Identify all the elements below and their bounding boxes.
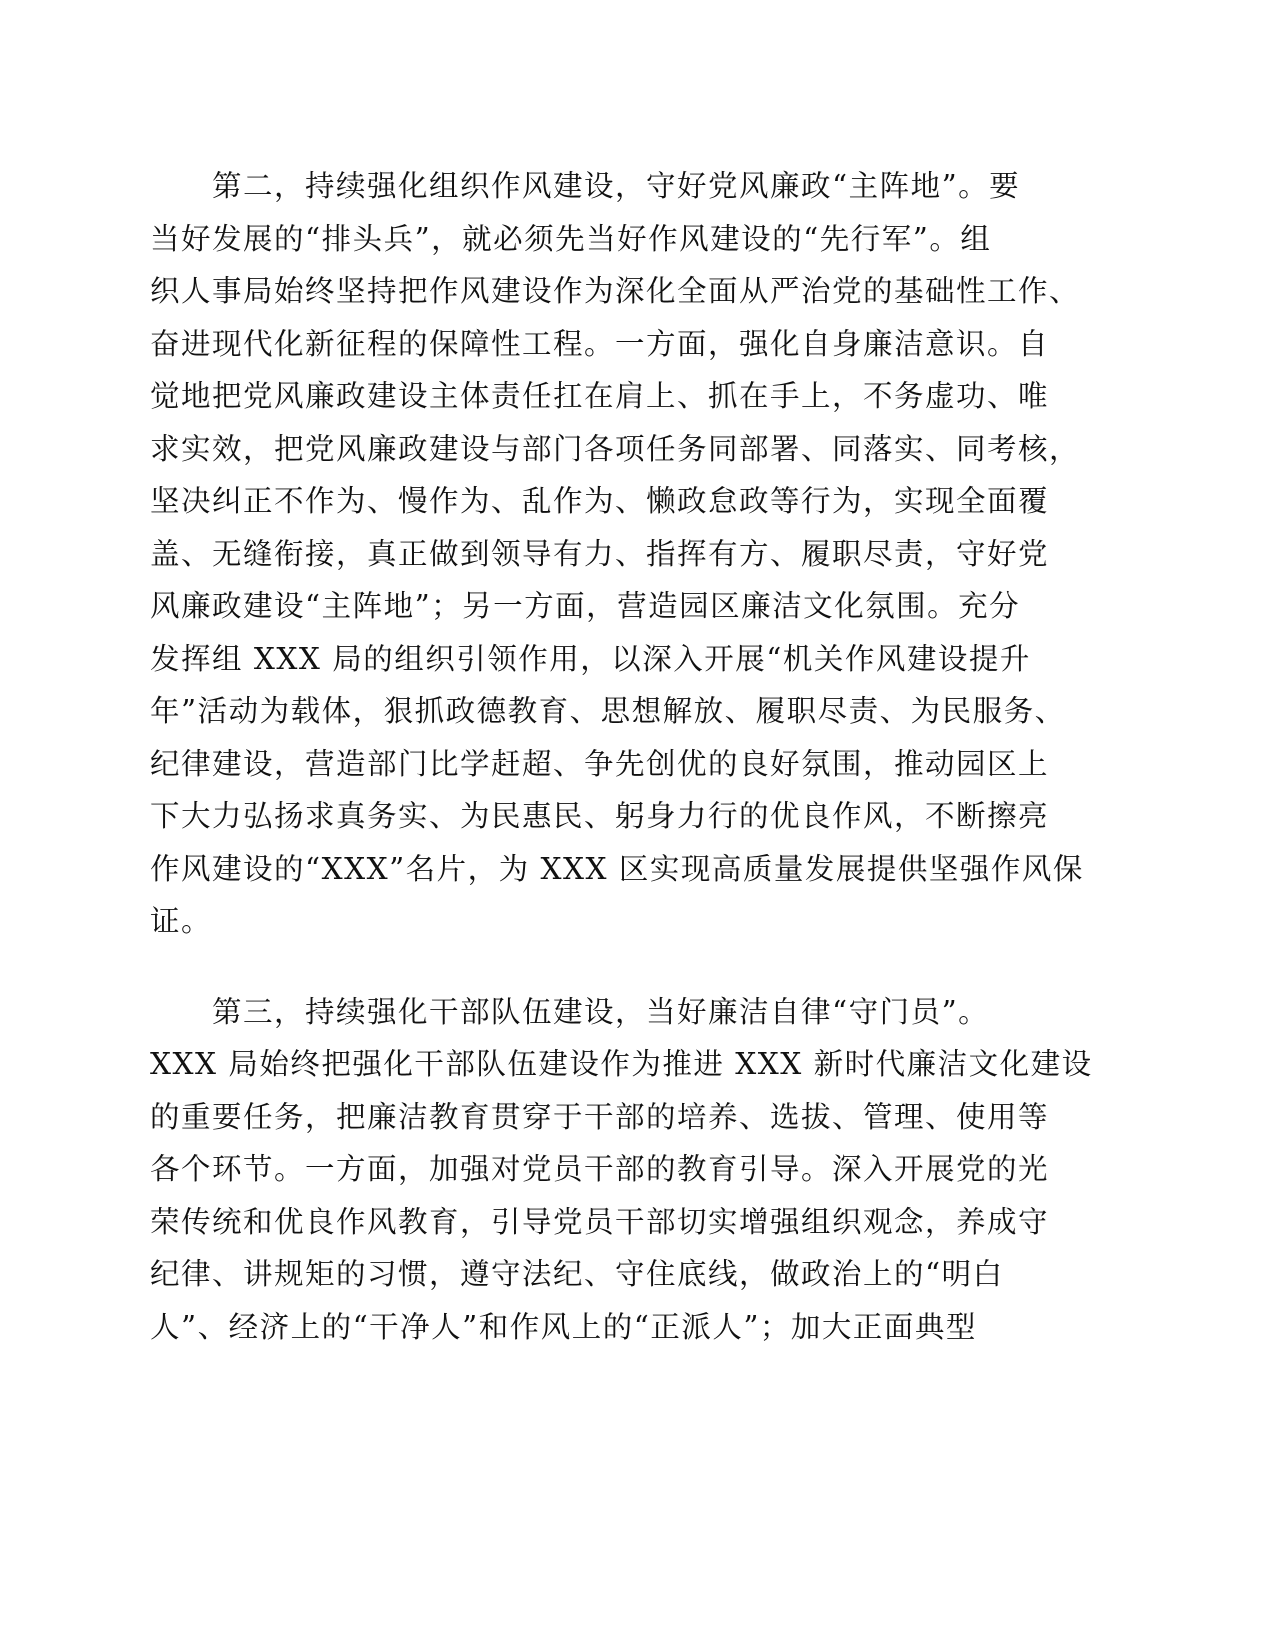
- paragraph-spacer: [150, 948, 1140, 986]
- text-line: 荣传统和优良作风教育，引导党员干部切实增强组织观念，养成守: [150, 1204, 1050, 1239]
- text-line: 发挥组 XXX 局的组织引领作用，以深入开展“机关作风建设提升: [150, 641, 1031, 676]
- text-line: 纪律、讲规矩的习惯，遵守法纪、守住底线，做政治上的“明白: [150, 1257, 1004, 1291]
- text-line: 织人事局始终坚持把作风建设作为深化全面从严治党的基础性工作、: [150, 274, 1081, 308]
- text-line: 风廉政建设“主阵地”；另一方面，营造园区廉洁文化氛围。充分: [150, 589, 1021, 623]
- text-line: 的重要任务，把廉洁教育贯穿于干部的培养、选拔、管理、使用等: [150, 1099, 1050, 1134]
- text-line: 第二，持续强化组织作风建设，守好党风廉政“主阵地”。要: [212, 169, 1021, 203]
- text-line: 各个环节。一方面，加强对党员干部的教育引导。深入开展党的光: [150, 1152, 1050, 1186]
- text-line: 坚决纠正不作为、慢作为、乱作为、懒政怠政等行为，实现全面覆: [150, 484, 1050, 518]
- text-line: 下大力弘扬求真务实、为民惠民、躬身力行的优良作风，不断擦亮: [150, 799, 1050, 833]
- text-line: 作风建设的“XXX”名片，为 XXX 区实现高质量发展提供坚强作风保: [150, 851, 1084, 886]
- text-line: 人”、经济上的“干净人”和作风上的“正派人”；加大正面典型: [150, 1309, 977, 1344]
- text-line: 证。: [150, 904, 213, 938]
- text-line: 第三，持续强化干部队伍建设，当好廉洁自律“守门员”。: [212, 994, 990, 1029]
- paragraph-third: [150, 986, 1140, 1354]
- text-line: 当好发展的“排头兵”，就必须先当好作风建设的“先行军”。组: [150, 221, 992, 256]
- text-line: 求实效，把党风廉政建设与部门各项任务同部署、同落实、同考核，: [150, 431, 1081, 466]
- text-line: 年”活动为载体，狠抓政德教育、思想解放、履职尽责、为民服务、: [150, 694, 1066, 728]
- text-line: 盖、无缝衔接，真正做到领导有力、指挥有方、履职尽责，守好党: [150, 536, 1050, 571]
- document-body: [150, 160, 1140, 1353]
- paragraph-second: [150, 160, 1140, 948]
- text-line: 纪律建设，营造部门比学赶超、争先创优的良好氛围，推动园区上: [150, 746, 1050, 781]
- text-line: XXX 局始终把强化干部队伍建设作为推进 XXX 新时代廉洁文化建设: [150, 1047, 1093, 1081]
- text-line: 奋进现代化新征程的保障性工程。一方面，强化自身廉洁意识。自: [150, 326, 1050, 361]
- text-line: 觉地把党风廉政建设主体责任扛在肩上、抓在手上，不务虚功、唯: [150, 379, 1050, 413]
